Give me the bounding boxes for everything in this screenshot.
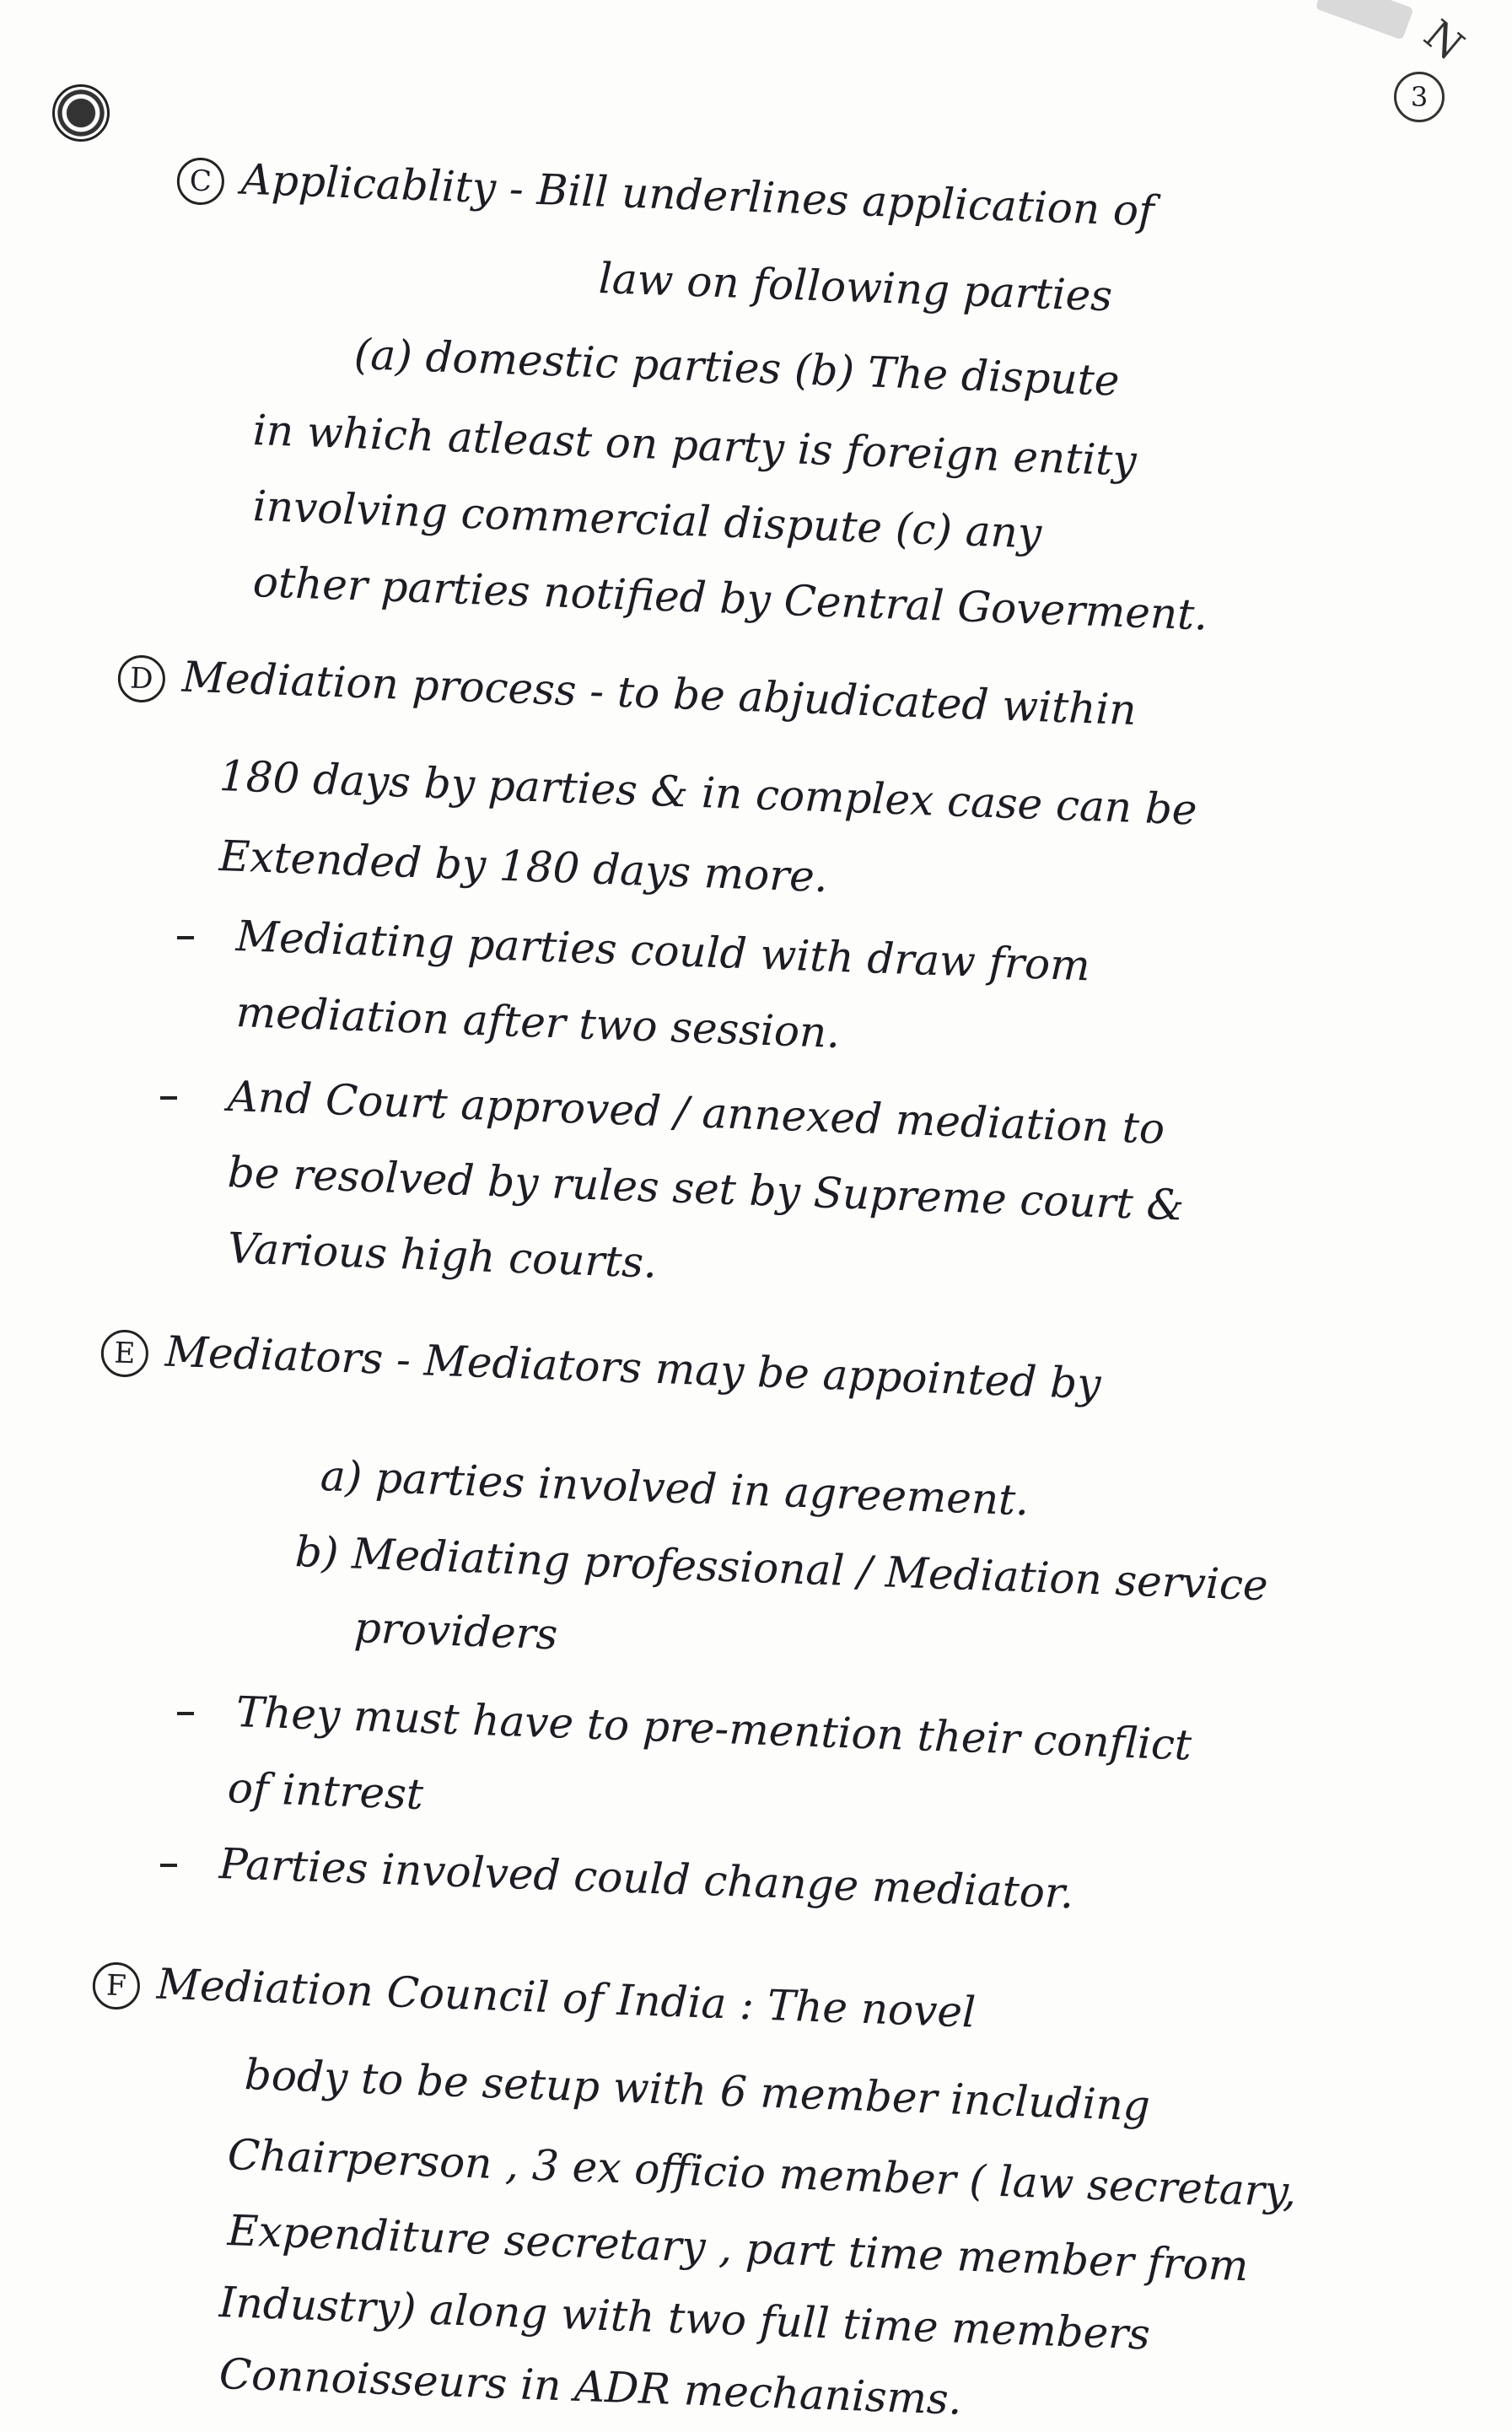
section-line: 180 days by parties & in complex case can be [218,751,1198,835]
section-line: other parties notified by Central Goverment. [251,557,1209,640]
section-line: mediation after two session. [234,987,842,1057]
section-line: of intrest [226,1763,424,1820]
section-marker-c: C [176,157,225,206]
section-line: (a) domestic parties (b) The dispute [352,330,1121,406]
section-line: Industry) along with two full time members [218,2278,1151,2359]
section-d-heading [117,649,1138,737]
section-line: Mediators - Mediators may be appointed by [164,1326,1102,1409]
section-line: a) parties involved in agreement. [319,1451,1030,1525]
bullet-dash [160,1096,177,1100]
section-line: Parties involved could change mediator. [218,1839,1075,1918]
section-line: They must have to pre-mention their conflict [234,1687,1192,1770]
section-line: Chairperson , 3 ex officio member ( law secretary, [226,2130,1298,2217]
section-marker-f: F [92,1961,141,2010]
section-line: Connoisseurs in ADR mechanisms. [218,2349,963,2424]
section-c-heading [176,152,1155,238]
section-line: Mediation Council of India : The novel [155,1959,977,2037]
section-line: b) Mediating professional / Mediation service [293,1527,1269,1611]
section-marker-d: D [117,654,166,703]
bullet-dash [177,936,194,939]
section-line: involving commercial dispute (c) any [251,482,1043,558]
bullet-dash [177,1712,194,1715]
section-line: And Court approved / annexed mediation to [226,1072,1166,1154]
section-line: Extended by 180 days more. [218,831,829,902]
section-line: law on following parties [597,254,1113,321]
section-line: Applicablity - Bill underlines application of [239,154,1155,236]
section-line: in which atleast on party is foreign entity [251,406,1138,486]
section-line: be resolved by rules set by Supreme court & [226,1148,1186,1230]
section-line: providers [352,1603,559,1660]
corner-mark: N [1414,11,1473,70]
section-f-heading [92,1956,977,2040]
scribble-dot-icon [52,84,110,142]
page-corner-shadow [1315,0,1413,40]
section-marker-e: E [100,1329,149,1378]
section-line: Expenditure secretary , part time member from [226,2206,1250,2291]
section-e-heading [100,1324,1102,1411]
page-number: 3 [1394,72,1445,122]
section-line: body to be setup with 6 member including [243,2050,1151,2131]
bullet-dash [160,1864,177,1867]
section-line: Mediating parties could with draw from [234,912,1091,991]
section-line: Mediation process - to be abjudicated within [180,652,1138,735]
section-line: Various high courts. [226,1224,658,1288]
